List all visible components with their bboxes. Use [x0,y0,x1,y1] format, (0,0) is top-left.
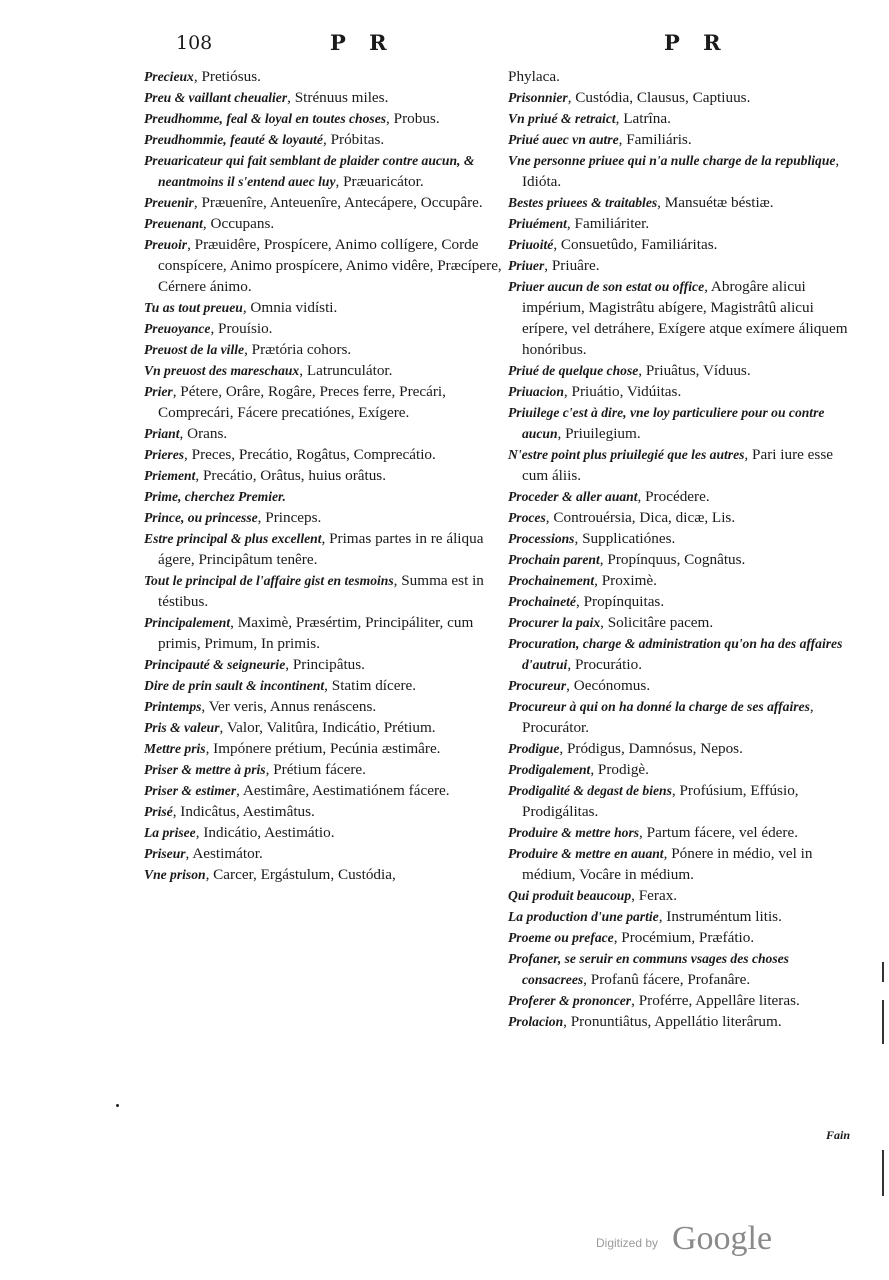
dictionary-entry [508,675,856,696]
dictionary-entry [144,108,504,129]
latin-gloss: Partum fácere, vel édere. [646,824,799,841]
french-headword: Priuer aucun de son estat ou office [508,279,705,294]
french-headword: Vn preuost des mareschaux [144,363,300,378]
separator: , [205,866,214,883]
french-headword: Prisonnier [508,90,568,105]
latin-gloss: Statim dícere. [331,677,417,694]
french-headword: Principalement [144,615,231,630]
separator: , [553,236,561,253]
french-headword: Preuenant [144,216,203,231]
french-headword: Vne personne priuee qui n'a nulle charge de la republique [508,153,836,168]
french-headword: Produire & mettre en auant [508,846,664,861]
dictionary-entry [508,1011,856,1032]
latin-gloss: Indicâtus, Aestimâtus. [180,803,315,820]
latin-gloss: Prætória cohors. [251,341,352,358]
latin-gloss: Ferax. [638,887,678,904]
separator: , [559,740,567,757]
latin-gloss: Valor, Valitûra, Indicátio, Prétium. [226,719,436,736]
dictionary-entry [508,549,856,570]
edge-mark [882,1150,884,1196]
dictionary-entry [144,801,504,822]
dictionary-entry [144,318,504,339]
separator: , [322,131,331,148]
latin-gloss: Custódia, Clausus, Captiuus. [575,89,751,106]
separator: , [639,824,647,841]
latin-gloss: Latrunculátor. [306,362,393,379]
dictionary-entry [508,213,856,234]
latin-gloss: Princeps. [265,509,322,526]
french-headword: Tu as tout preueu [144,300,243,315]
dictionary-entry [508,192,856,213]
dictionary-entry [508,507,856,528]
latin-gloss: Priuátio, Vidúitas. [571,383,682,400]
dictionary-entry [144,780,504,801]
separator: , [618,131,627,148]
separator: , [285,656,293,673]
dictionary-entry [144,465,504,486]
separator: , [567,656,575,673]
latin-gloss: Prouísio. [218,320,273,337]
dictionary-entry [144,486,504,507]
latin-gloss: Pronuntiâtus, Appellátio literârum. [570,1013,782,1030]
separator: , [657,194,665,211]
french-headword: Priué de quelque chose [508,363,639,378]
french-headword: Priuilege c'est à dire, vne loy particuliere pour ou contre aucun [508,405,825,441]
dictionary-entry [144,822,504,843]
dictionary-entry [144,129,504,150]
separator: , [658,908,667,925]
dictionary-entry [508,108,856,129]
separator: , [201,698,209,715]
separator: , [187,236,195,253]
latin-gloss: Supplicatiónes. [582,530,676,547]
dictionary-entry [508,528,856,549]
french-headword: Prochaineté [508,594,576,609]
dictionary-entry [144,213,504,234]
french-headword: Dire de prin sault & incontinent [144,678,325,693]
french-headword: Proferer & prononcer [508,993,632,1008]
french-headword: Bestes priuees & traitables [508,195,658,210]
french-headword: Procurer la paix [508,615,601,630]
dictionary-entry [508,780,856,822]
french-headword: Prisé [144,804,173,819]
french-headword: Preuost de la ville [144,342,245,357]
french-headword: Preuoir [144,237,188,252]
dictionary-entry [508,234,856,255]
separator: , [704,278,711,295]
latin-gloss: Pari iure esse cum áliis. [522,446,833,484]
separator: , [638,362,646,379]
latin-gloss: Abrogâre alicui impérium, Magistrâtu abígere, Magistrâtû alicui erípere, vel detráhere, Exígere atque exímere áliquem honóribus. [522,278,848,358]
latin-gloss: Prodigè. [597,761,649,778]
ink-speck [116,1104,119,1107]
dictionary-entry [508,696,856,738]
latin-gloss: Pónere in médio, vel in médium, Vocâre in médium. [522,845,813,883]
dictionary-entry [144,507,504,528]
dictionary-entry [508,276,856,360]
dictionary-entry [144,339,504,360]
french-headword: Priseur [144,846,186,861]
french-headword: Printemps [144,699,202,714]
separator: , [563,1013,571,1030]
dictionary-entry [508,906,856,927]
separator: , [205,740,214,757]
dictionary-entry [144,87,504,108]
dictionary-entry [144,528,504,570]
separator: , [185,845,193,862]
french-headword: Priuer [508,258,545,273]
separator: , [324,677,332,694]
french-headword: Qui produit beaucoup [508,888,632,903]
separator: , [575,593,584,610]
latin-gloss: Strénuus miles. [294,89,389,106]
latin-gloss: Procurátor. [522,719,590,736]
dictionary-entry [144,66,504,87]
separator: , [265,761,274,778]
latin-gloss: Mansuétæ béstiæ. [664,194,774,211]
latin-gloss: Carcer, Ergástulum, Custódia, [213,866,396,883]
french-headword: Tout le principal de l'affaire gist en tesmoins [144,573,394,588]
french-headword: Prince, ou princesse [144,510,258,525]
separator: , [544,257,552,274]
latin-gloss: Primas partes in re áliqua ágere, Principâtum tenêre. [158,530,484,568]
french-headword: Produire & mettre hors [508,825,640,840]
french-headword: Vne prison [144,867,206,882]
french-headword: Prodigalement [508,762,591,777]
latin-gloss: Prétium fácere. [273,761,366,778]
french-headword: Priuacion [508,384,564,399]
dictionary-entry [508,150,856,192]
french-headword: La prisee [144,825,196,840]
latin-gloss: Pródigus, Damnósus, Nepos. [566,740,743,757]
french-headword: Prier [144,384,173,399]
dictionary-entry [508,759,856,780]
french-headword: Profaner, se seruir en communs vsages des choses consacrees [508,951,789,987]
separator: , [809,698,814,715]
latin-gloss: Próbitas. [330,131,385,148]
separator: , [242,299,251,316]
french-headword: Prodigue [508,741,560,756]
latin-gloss: Familiáris. [626,131,692,148]
latin-gloss: Oecónomus. [573,677,651,694]
dictionary-entry [508,255,856,276]
latin-gloss: Occupans. [210,215,275,232]
dictionary-entry [508,738,856,759]
latin-gloss: Probus. [393,110,440,127]
dictionary-entry [144,738,504,759]
latin-gloss: Summa est in téstibus. [158,572,484,610]
dictionary-entry [508,402,856,444]
french-headword: Preudhommie, feauté & loyauté [144,132,323,147]
french-headword: Priuément [508,216,567,231]
separator: , [299,362,307,379]
latin-gloss: Controuérsia, Dica, dicæ, Lis. [553,509,736,526]
french-headword: Precieux [144,69,194,84]
separator: , [600,614,608,631]
latin-gloss: Profanû fácere, Profanâre. [590,971,751,988]
separator: , [599,551,608,568]
latin-gloss: Familiáriter. [574,215,650,232]
french-headword: Priement [144,468,196,483]
french-headword: Priser & mettre à pris [144,762,266,777]
dictionary-entry [144,717,504,738]
separator: , [566,215,575,232]
dictionary-entry [144,150,504,192]
dictionary-entry [508,948,856,990]
latin-gloss: Consuetûdo, Familiáritas. [560,236,718,253]
separator: , [583,971,591,988]
dictionary-entry [144,360,504,381]
dictionary-entry [144,192,504,213]
latin-gloss: Profúsium, Effúsio, Prodigálitas. [522,782,799,820]
separator: , [574,530,583,547]
separator: , [172,383,181,400]
french-headword: Prime, cherchez Premier. [144,489,286,504]
latin-gloss: Impónere prétium, Pecúnia æstimâre. [213,740,441,757]
catchword: Fain [826,1128,851,1142]
french-headword: Proeme ou preface [508,930,614,945]
separator: , [230,614,238,631]
dictionary-entry [144,423,504,444]
latin-gloss: Proximè. [601,572,657,589]
header-letters-right: P R [664,30,729,55]
latin-gloss: Precátio, Orâtus, huius orâtus. [202,467,387,484]
dictionary-entry [508,360,856,381]
latin-gloss: Indicátio, Aestimátio. [203,824,335,841]
separator: , [195,467,203,484]
french-headword: Prochainement [508,573,595,588]
latin-gloss: Maximè, Præsértim, Principáliter, cum primis, Primum, In primis. [158,614,474,652]
french-headword: Procureur à qui on ha donné la charge de ses affaires [508,699,810,714]
french-headword: Procureur [508,678,567,693]
running-header [0,28,889,58]
latin-gloss: Phylaca. [508,68,560,85]
french-headword: Prochain parent [508,552,600,567]
dictionary-entry [508,822,856,843]
latin-gloss: Principâtus. [292,656,365,673]
dictionary-entry [144,759,504,780]
dictionary-entry [144,843,504,864]
latin-gloss: Aestimâre, Aestimatiónem fácere. [242,782,450,799]
latin-gloss: Proférre, Appellâre literas. [638,992,800,1009]
latin-gloss: Instruméntum litis. [666,908,782,925]
french-headword: Prolacion [508,1014,564,1029]
french-headword: Priant [144,426,180,441]
latin-gloss: Idióta. [522,173,562,190]
dictionary-entry [508,87,856,108]
dictionary-entry [508,990,856,1011]
dictionary-entry [508,633,856,675]
separator: , [567,89,576,106]
separator: , [393,572,402,589]
latin-gloss: Ver veris, Annus renáscens. [208,698,377,715]
separator: , [631,992,639,1009]
french-headword: Estre principal & plus excellent [144,531,322,546]
edge-mark [882,1000,884,1044]
separator: , [631,887,639,904]
french-headword: Principauté & seigneurie [144,657,286,672]
separator: , [236,782,243,799]
dictionary-entry [144,570,504,612]
dictionary-entry [144,675,504,696]
separator: , [193,68,202,85]
separator: , [566,677,574,694]
french-headword: Preuenir [144,195,194,210]
dictionary-entry [144,297,504,318]
separator: , [671,782,680,799]
latin-gloss: Procédere. [645,488,710,505]
dictionary-entry [144,381,504,423]
french-headword: Priué auec vn autre [508,132,619,147]
separator: , [219,719,227,736]
separator: , [663,845,672,862]
french-headword: Preudhomme, feal & loyal en toutes choses [144,111,387,126]
french-headword: Proces [508,510,546,525]
latin-gloss: Propínquus, Cognâtus. [607,551,746,568]
separator: , [545,509,554,526]
separator: , [744,446,752,463]
page-number: 108 [176,32,213,54]
dictionary-entry [508,486,856,507]
dictionary-entry [508,843,856,885]
digitized-label: Digitized by [596,1236,659,1250]
separator: , [179,425,188,442]
separator: , [193,194,202,211]
separator: , [195,824,204,841]
separator: , [287,89,295,106]
separator: , [835,152,840,169]
latin-gloss: Pétere, Orâre, Rogâre, Preces ferre, Precári, Comprecári, Fácere precatiónes, Exígere. [158,383,446,421]
french-headword: Proceder & aller auant [508,489,638,504]
header-letters-left: P R [330,30,395,55]
separator: , [172,803,181,820]
latin-gloss: Præuaricátor. [343,173,424,190]
latin-gloss: Pretiósus. [201,68,261,85]
separator: , [257,509,266,526]
dictionary-entry [508,66,856,87]
latin-gloss: Latrîna. [623,110,671,127]
google-brand: Google [672,1220,773,1257]
french-headword: Prieres [144,447,185,462]
separator: , [563,383,572,400]
latin-gloss: Procémium, Præfátio. [621,929,755,946]
separator: , [335,173,344,190]
french-headword: Prodigalité & degast de biens [508,783,672,798]
latin-gloss: Præuenîre, Anteuenîre, Antecápere, Occupâre. [201,194,483,211]
latin-gloss: Priuilegium. [565,425,641,442]
dictionary-entry [508,129,856,150]
separator: , [590,761,598,778]
dictionary-entry [144,444,504,465]
latin-gloss: Priuâre. [551,257,600,274]
latin-gloss: Priuâtus, Víduus. [645,362,751,379]
left-column [144,66,504,885]
french-headword: Procuration, charge & administration qu'on ha des affaires d'autrui [508,636,843,672]
dictionary-entry [508,612,856,633]
french-headword: Preuaricateur qui fait semblant de plaider contre aucun, & neantmoins il s'entend auec luy [144,153,475,189]
french-headword: La production d'une partie [508,909,659,924]
separator: , [202,215,211,232]
latin-gloss: Propínquitas. [583,593,665,610]
latin-gloss: Omnia vidísti. [250,299,338,316]
dictionary-entry [508,570,856,591]
latin-gloss: Solicitâre pacem. [607,614,714,631]
french-headword: Mettre pris [144,741,206,756]
french-headword: Preu & vaillant cheualier [144,90,288,105]
latin-gloss: Preces, Precátio, Rogâtus, Comprecátio. [191,446,436,463]
dictionary-entry [144,864,504,885]
french-headword: Priser & estimer [144,783,237,798]
separator: , [615,110,624,127]
separator: , [184,446,192,463]
french-headword: Priuoité [508,237,554,252]
dictionary-entry [508,885,856,906]
french-headword: Vn priué & retraict [508,111,616,126]
dictionary-entry [508,591,856,612]
latin-gloss: Aestimátor. [192,845,263,862]
french-headword: Processions [508,531,575,546]
latin-gloss: Procurátio. [574,656,642,673]
separator: , [210,320,219,337]
dictionary-entry [508,381,856,402]
french-headword: Pris & valeur [144,720,220,735]
latin-gloss: Præuidêre, Prospícere, Animo collígere, Corde conspícere, Animo prospícere, Animo vidêre, Præcípere, Cérnere ánimo. [158,236,502,295]
dictionary-entry [508,444,856,486]
separator: , [386,110,394,127]
latin-gloss: Orans. [187,425,228,442]
dictionary-entry [144,234,504,297]
french-headword: Preuoyance [144,321,211,336]
dictionary-entry [144,654,504,675]
separator: , [244,341,252,358]
separator: , [613,929,622,946]
french-headword: N'estre point plus priuilegié que les autres [508,447,745,462]
dictionary-entry [144,696,504,717]
right-column [508,66,856,1032]
dictionary-entry [144,612,504,654]
separator: , [637,488,646,505]
separator: , [594,572,602,589]
dictionary-entry [508,927,856,948]
edge-mark [882,962,884,982]
separator: , [557,425,566,442]
separator: , [321,530,330,547]
